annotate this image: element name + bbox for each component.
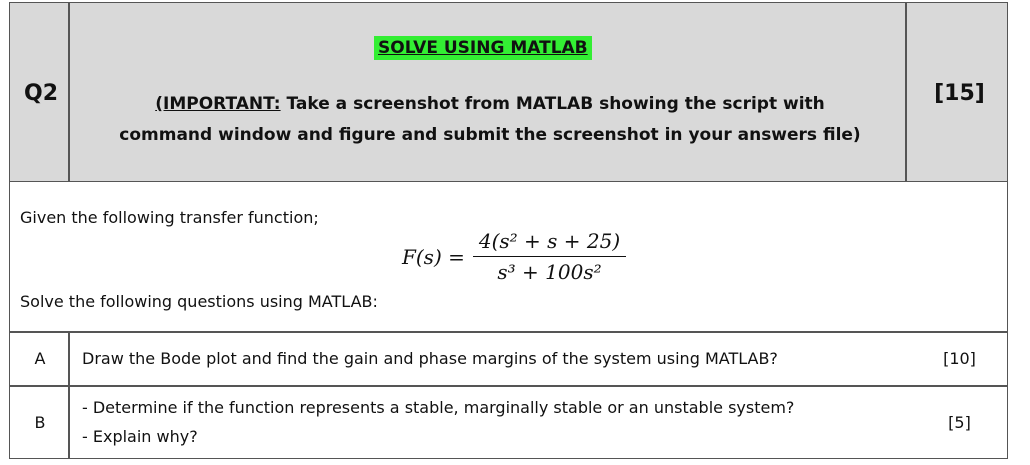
transfer-function <box>402 229 626 284</box>
important-line-2: command window and figure and submit the screenshot in your answers file) <box>119 125 861 145</box>
equation-numerator: 4(s² + s + 25) <box>473 229 626 257</box>
part-a-text: Draw the Bode plot and find the gain and phase margins of the system using MATLAB? <box>82 349 778 368</box>
part-b-bullet-2: - Explain why? <box>82 427 198 446</box>
equation-denominator: s³ + 100s² <box>497 260 602 284</box>
header-divider-left <box>68 3 70 181</box>
part-b-label: B <box>34 413 46 432</box>
divider-part-b <box>10 385 1007 387</box>
equation-fraction <box>473 229 626 284</box>
important-line-1 <box>70 94 910 114</box>
important-label: (IMPORTANT: <box>155 94 281 114</box>
given-text: Given the following transfer function; <box>20 208 319 227</box>
part-a-label: A <box>34 349 46 368</box>
important-line-1-rest: Take a screenshot from MATLAB showing the script with <box>280 94 825 114</box>
question-number: Q2 <box>24 81 59 106</box>
question-table <box>9 2 1008 459</box>
total-marks: [15] <box>934 81 985 106</box>
highlight-title: SOLVE USING MATLAB <box>374 36 592 60</box>
part-b-bullet-1: - Determine if the function represents a stable, marginally stable or an unstable system? <box>82 398 795 417</box>
part-b-marks: [5] <box>948 413 971 432</box>
header-divider-right <box>905 3 907 181</box>
part-a-marks: [10] <box>943 349 976 368</box>
divider-part-a <box>10 331 1007 333</box>
solve-text: Solve the following questions using MATLAB: <box>20 292 378 311</box>
equation-lhs: F(s) = <box>402 244 465 269</box>
question-header <box>10 3 1007 182</box>
